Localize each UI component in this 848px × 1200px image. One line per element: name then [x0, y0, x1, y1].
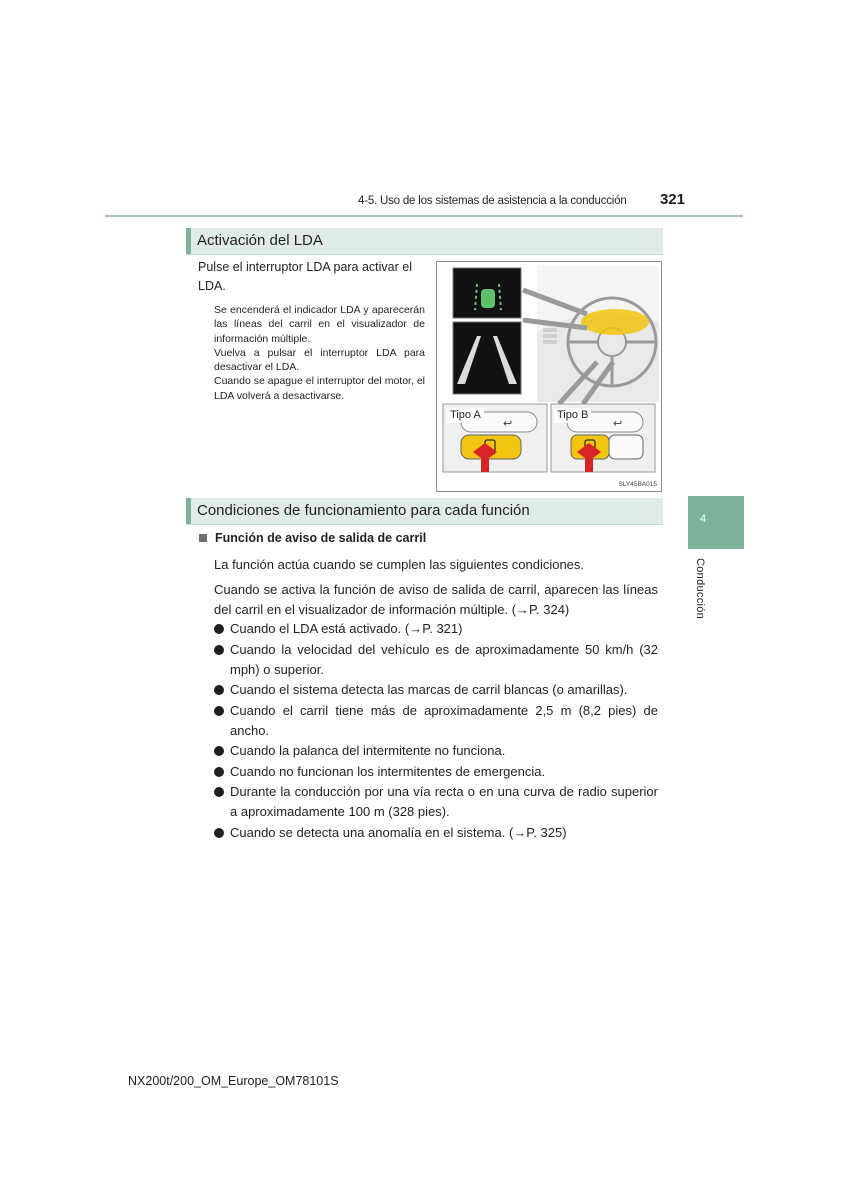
bullet-dot-icon	[214, 787, 224, 797]
chapter-tab	[688, 496, 744, 549]
footer-code: NX200t/200_OM_Europe_OM78101S	[128, 1074, 339, 1088]
list-item-text: Durante la conducción por una vía recta o en una curva de radio superior a aproximadamente 100 m (328 pies).	[230, 784, 658, 819]
tipo-b-label: Tipo B	[554, 408, 591, 423]
red-arrow-stem	[585, 458, 593, 472]
chapter-number: 4	[700, 513, 707, 525]
list-item-text: Cuando no funcionan los intermitentes de emergencia.	[230, 763, 546, 779]
section-heading-activation	[186, 228, 663, 255]
section-accent	[186, 498, 191, 524]
section-heading-conditions	[186, 498, 663, 525]
figure-code: SLY45BA015	[618, 481, 657, 488]
section-accent	[186, 228, 191, 254]
list-item	[214, 619, 658, 639]
list-item	[214, 823, 658, 843]
list-item-text: Cuando el carril tiene más de aproximadamente 2,5 m (8,2 pies) de ancho.	[230, 702, 658, 738]
list-item	[214, 782, 658, 822]
note-line: Vuelva a pulsar el interruptor LDA para desactivar el LDA.	[214, 346, 425, 374]
section-title: Activación del LDA	[197, 232, 323, 249]
list-item	[214, 640, 658, 680]
list-item-text: Cuando la velocidad del vehículo es de aproximadamente 50 km/h (32 mph) o superior.	[230, 641, 658, 677]
list-item-text: Cuando la palanca del intermitente no funciona.	[230, 743, 506, 758]
list-item-text: Cuando el sistema detecta las marcas de carril blancas (o amarillas).	[230, 682, 628, 697]
note-line: Cuando se apague el interruptor del motor, el LDA volverá a desactivarse.	[214, 375, 425, 402]
list-item-text: Cuando el LDA está activado. (→P. 321)	[230, 621, 463, 636]
switch-highlight	[581, 309, 649, 335]
section-title: Condiciones de funcionamiento para cada función	[197, 502, 530, 519]
header-rule	[105, 215, 743, 217]
paragraph: Cuando se activa la función de aviso de salida de carril, aparecen las líneas del carril en el visualizador de información múltiple. (→P. 324)	[214, 582, 658, 617]
page-number: 321	[659, 191, 685, 208]
lda-figure	[436, 261, 662, 492]
intro-text: Pulse el interruptor LDA para activar el LDA.	[198, 260, 412, 293]
lda-figure-illustration	[437, 262, 661, 491]
paragraph: La función actúa cuando se cumplen las siguientes condiciones.	[214, 557, 585, 572]
list-item-text: Cuando se detecta una anomalía en el sistema. (→P. 325)	[230, 824, 567, 840]
red-arrow-stem	[481, 458, 489, 472]
bullet-dot-icon	[214, 828, 224, 838]
subheading	[199, 531, 426, 545]
bullet-dot-icon	[214, 685, 224, 695]
return-icon: ↩	[503, 417, 513, 430]
list-item	[214, 701, 658, 741]
note-block	[214, 303, 425, 403]
note-line: Se encenderá el indicador LDA y aparecerán las líneas del carril en el visualizador de información múltiple.	[214, 304, 425, 345]
conditions-list	[214, 619, 658, 843]
list-item	[214, 741, 658, 761]
return-icon: ↩	[613, 417, 623, 430]
bullet-dot-icon	[214, 746, 224, 756]
list-item	[214, 762, 658, 782]
square-bullet-icon	[199, 534, 207, 542]
bullet-dot-icon	[214, 645, 224, 655]
bullet-dot-icon	[214, 767, 224, 777]
bullet-dot-icon	[214, 706, 224, 716]
list-item	[214, 680, 658, 700]
radar-cruise-switch	[609, 435, 643, 459]
bullet-dot-icon	[214, 624, 224, 634]
running-header-title: 4-5. Uso de los sistemas de asistencia a la conducción	[358, 195, 627, 207]
subheading-text: Función de aviso de salida de carril	[215, 531, 427, 545]
tipo-a-label: Tipo A	[447, 408, 484, 423]
chapter-label: Conducción	[694, 558, 706, 620]
